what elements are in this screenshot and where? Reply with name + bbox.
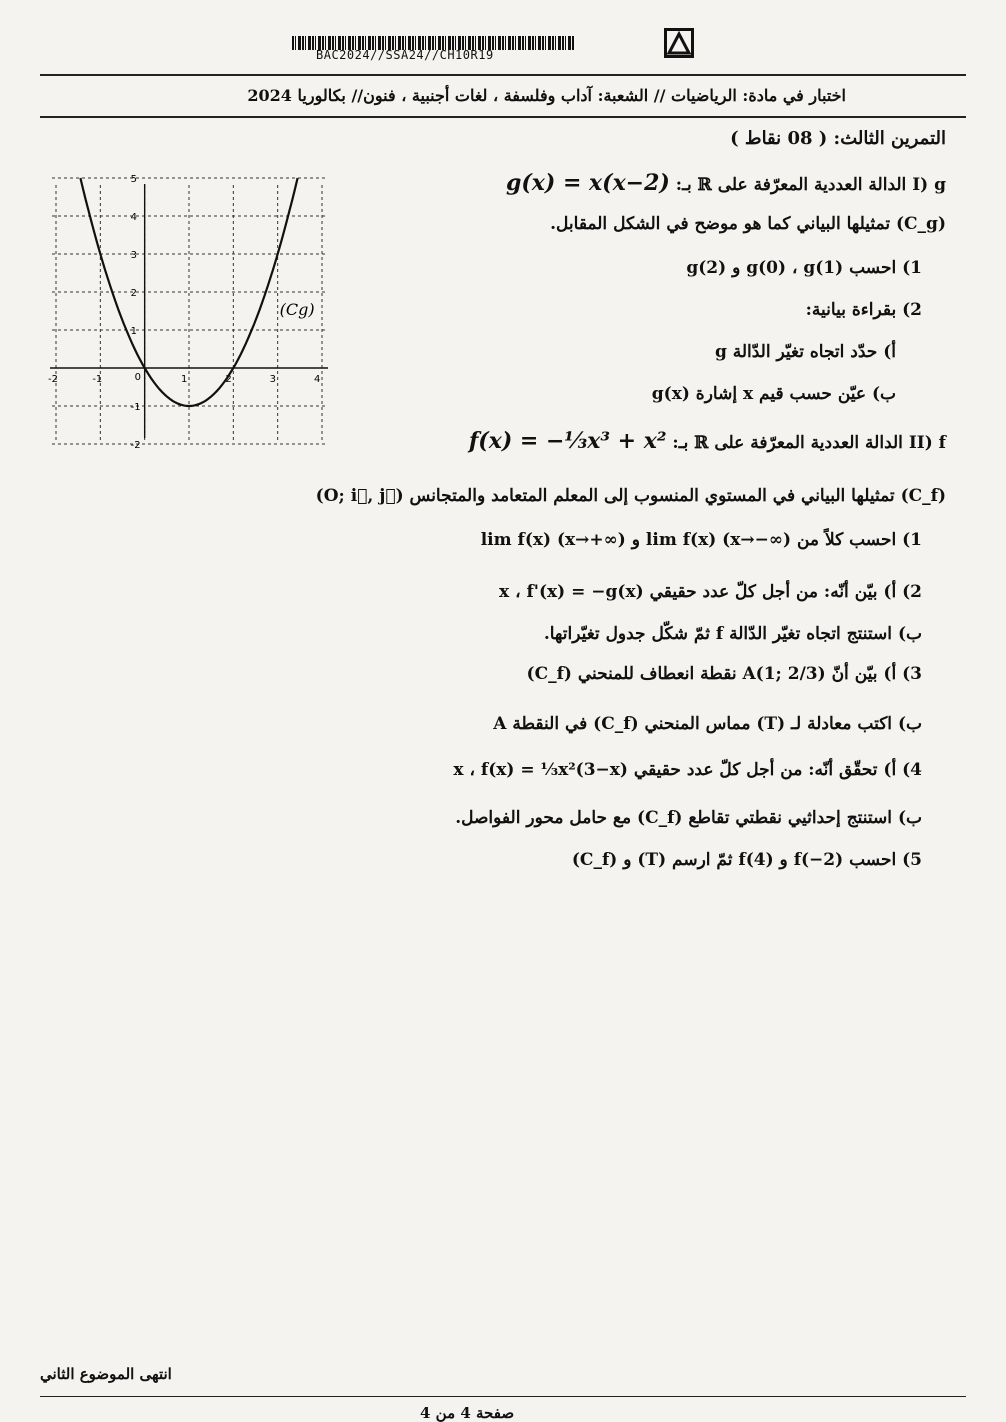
part2-intro: II) f الدالة العددية المعرّفة على ℝ بـ: [672, 433, 946, 453]
x-tick-label: 3 [269, 374, 277, 385]
x-tick-label: 4 [314, 374, 321, 385]
part1-graph-note: (C_g) تمثيلها البياني كما هو موضح في الشكل المقابل. [550, 214, 946, 234]
graph-g [44, 166, 334, 456]
x-tick-label: 1 [181, 374, 188, 385]
logo-icon [664, 28, 694, 58]
page-number: صفحة 4 من 4 [420, 1404, 515, 1422]
part2-q2a: 2) أ) بيّن أنّه: من أجل كلّ عدد حقيقي x ، f'(x) = −g(x) [499, 582, 922, 602]
part2-definition [469, 428, 946, 454]
curve-label-cg: (Cg) [279, 299, 315, 319]
part1-intro: I) g الدالة العددية المعرّفة على ℝ بـ: [675, 175, 946, 195]
part2-q2b: ب) استنتج اتجاه تغيّر الدّالة f ثمّ شكّل جدول تغيّراتها. [543, 624, 922, 644]
part1-q2: 2) بقراءة بيانية: [805, 300, 922, 320]
f-formula: f(x) = −⅓x³ + x² [468, 428, 667, 454]
part1-q1: 1) احسب g(0) ، g(1) و g(2) [686, 258, 922, 278]
y-tick-label: -1 [130, 402, 141, 413]
y-tick-label: 2 [130, 288, 138, 299]
y-tick-label: -2 [130, 440, 141, 451]
part2-q5: 5) احسب f(−2) و f(4) ثمّ ارسم (T) و (C_f) [571, 850, 922, 870]
end-of-subject: انتهى الموضوع الثاني [40, 1365, 172, 1383]
part2-q4b: ب) استنتج إحداثيي نقطتي تقاطع (C_f) مع حامل محور الفواصل. [455, 808, 922, 828]
header-bottom-rule [40, 116, 966, 118]
exam-header: اختبار في مادة: الرياضيات // الشعبة: آداب وفلسفة ، لغات أجنبية ، فنون// بكالوريا 2024 [247, 86, 846, 105]
y-tick-label: 3 [130, 250, 138, 261]
x-tick-label: -1 [92, 374, 103, 385]
header-top-rule [40, 74, 966, 76]
part2-q1: 1) احسب كلاً من lim f(x) (x→−∞) و lim f(x) (x→+∞) [480, 530, 922, 550]
part1-definition [506, 170, 946, 196]
part2-q4a: 4) أ) تحقّق أنّه: من أجل كلّ عدد حقيقي x ، f(x) = ⅓x²(3−x) [453, 760, 922, 780]
part1-q2a: أ) حدّد اتجاه تغيّر الدّالة g [714, 342, 896, 362]
x-tick-label: -2 [48, 374, 58, 385]
exam-code: BAC2024//SSA24//CH10R19 [316, 48, 494, 62]
part2-q3a: 3) أ) بيّن أنّ A(1; 2/3) نقطة انعطاف للمنحني (C_f) [526, 664, 922, 684]
part1-q2b: ب) عيّن حسب قيم x إشارة g(x) [651, 384, 896, 404]
y-tick-label: 4 [130, 212, 138, 223]
footer-rule [40, 1396, 966, 1397]
origin-label: 0 [134, 372, 142, 383]
part2-frame: (C_f) تمثيلها البياني في المستوي المنسوب إلى المعلم المتعامد والمتجانس (O; i⃗, j⃗) [315, 486, 946, 506]
g-formula: g(x) = x(x−2) [505, 170, 670, 196]
y-tick-label: 5 [130, 174, 138, 185]
part2-q3b: ب) اكتب معادلة لـ (T) مماس المنحني (C_f) في النقطة A [493, 714, 922, 734]
x-tick-label: 2 [225, 374, 232, 385]
y-tick-label: 1 [130, 326, 138, 337]
exercise-title: التمرين الثالث: ( 08 نقاط ) [730, 128, 946, 149]
